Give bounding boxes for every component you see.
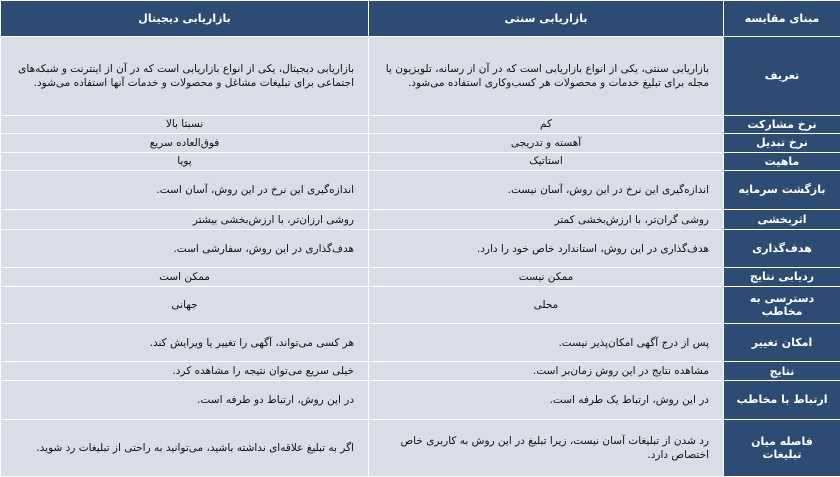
row-label: نرخ مشارکت <box>724 115 840 133</box>
traditional-cell: روشی گران‌تر، با ارزش‌بخشی کمتر <box>369 209 724 229</box>
table-row <box>1 380 840 419</box>
digital-cell: روشی ارزان‌تر، با ارزش‌بخشی بیشتر <box>1 209 369 229</box>
digital-cell: اندازه‌گیری این نرخ در این روش، آسان است. <box>1 171 369 210</box>
traditional-cell: استاتیک <box>369 152 724 170</box>
traditional-cell: اندازه‌گیری این نرخ در این روش، آسان نیست. <box>369 171 724 210</box>
traditional-cell: ممکن نیست <box>369 268 724 286</box>
row-label: فاصله میان تبلیغات <box>724 419 840 476</box>
digital-cell: فوق‌العاده سریع <box>1 134 369 152</box>
digital-cell: در این روش، ارتباط دو طرفه است. <box>1 380 369 419</box>
table-row <box>1 362 840 380</box>
table-row <box>1 37 840 116</box>
row-label: ردیابی نتایج <box>724 268 840 286</box>
row-label: تعریف <box>724 37 840 116</box>
digital-cell: ممکن است <box>1 268 369 286</box>
table-row <box>1 115 840 133</box>
header-row <box>1 1 840 37</box>
row-label: نرخ تبدیل <box>724 134 840 152</box>
digital-cell: بازاریابی دیجیتال، یکی از انواع بازاریابی است که در آن از اینترنت و شبکه‌های اجتماعی برای تبلیغات مشاغل و محصولات و خدمات آنها استفاده می‌شود. <box>1 37 369 116</box>
digital-cell: هر کسی می‌تواند، آگهی را تغییر یا ویرایش کند. <box>1 324 369 362</box>
traditional-cell: کم <box>369 115 724 133</box>
row-label: دسترسی به مخاطب <box>724 286 840 324</box>
row-label: اثربخشی <box>724 209 840 229</box>
row-label: ارتباط با مخاطب <box>724 380 840 419</box>
traditional-cell: آهسته و تدریجی <box>369 134 724 152</box>
traditional-cell: مشاهده نتایج در این روش زمان‌بر است. <box>369 362 724 380</box>
digital-cell: پویا <box>1 152 369 170</box>
traditional-cell: بازاریابی سنتی، یکی از انواع بازاریابی است که در آن از رسانه، تلویزیون یا مجله برای تبلیغ خدمات و محصولات هر کسب‌وکاری استفاده می‌شود. <box>369 37 724 116</box>
digital-cell: نسبتا بالا <box>1 115 369 133</box>
traditional-cell: هدف‌گذاری در این روش، استاندارد خاص خود را دارد. <box>369 230 724 268</box>
traditional-cell: پس از درج آگهی امکان‌پذیر نیست. <box>369 324 724 362</box>
row-label: بازگشت سرمایه <box>724 171 840 210</box>
table-row <box>1 419 840 476</box>
traditional-cell: رد شدن از تبلیغات آسان نیست، زیرا تبلیغ در این روش به کاربری خاص اختصاص دارد. <box>369 419 724 476</box>
table-row <box>1 134 840 152</box>
row-label: هدف‌گذاری <box>724 230 840 268</box>
digital-cell: هدف‌گذاری در این روش، سفارشی است. <box>1 230 369 268</box>
traditional-cell: در این روش، ارتباط یک طرفه است. <box>369 380 724 419</box>
digital-cell: جهانی <box>1 286 369 324</box>
table-row <box>1 286 840 324</box>
row-label: نتایج <box>724 362 840 380</box>
header-traditional: بازاریابی سنتی <box>369 1 724 37</box>
traditional-cell: محلی <box>369 286 724 324</box>
table-row <box>1 209 840 229</box>
header-digital: بازاریابی دیجیتال <box>1 1 369 37</box>
table-row <box>1 171 840 210</box>
table-row <box>1 324 840 362</box>
row-label: ماهیت <box>724 152 840 170</box>
header-criterion: مبنای مقایسه <box>724 1 840 37</box>
row-label: امکان تغییر <box>724 324 840 362</box>
table-row <box>1 268 840 286</box>
table-row <box>1 152 840 170</box>
table-row <box>1 230 840 268</box>
digital-cell: خیلی سریع می‌توان نتیجه را مشاهده کرد. <box>1 362 369 380</box>
digital-cell: اگر به تبلیغ علاقه‌ای نداشته باشید، می‌توانید به راحتی از تبلیغات رد شوید. <box>1 419 369 476</box>
